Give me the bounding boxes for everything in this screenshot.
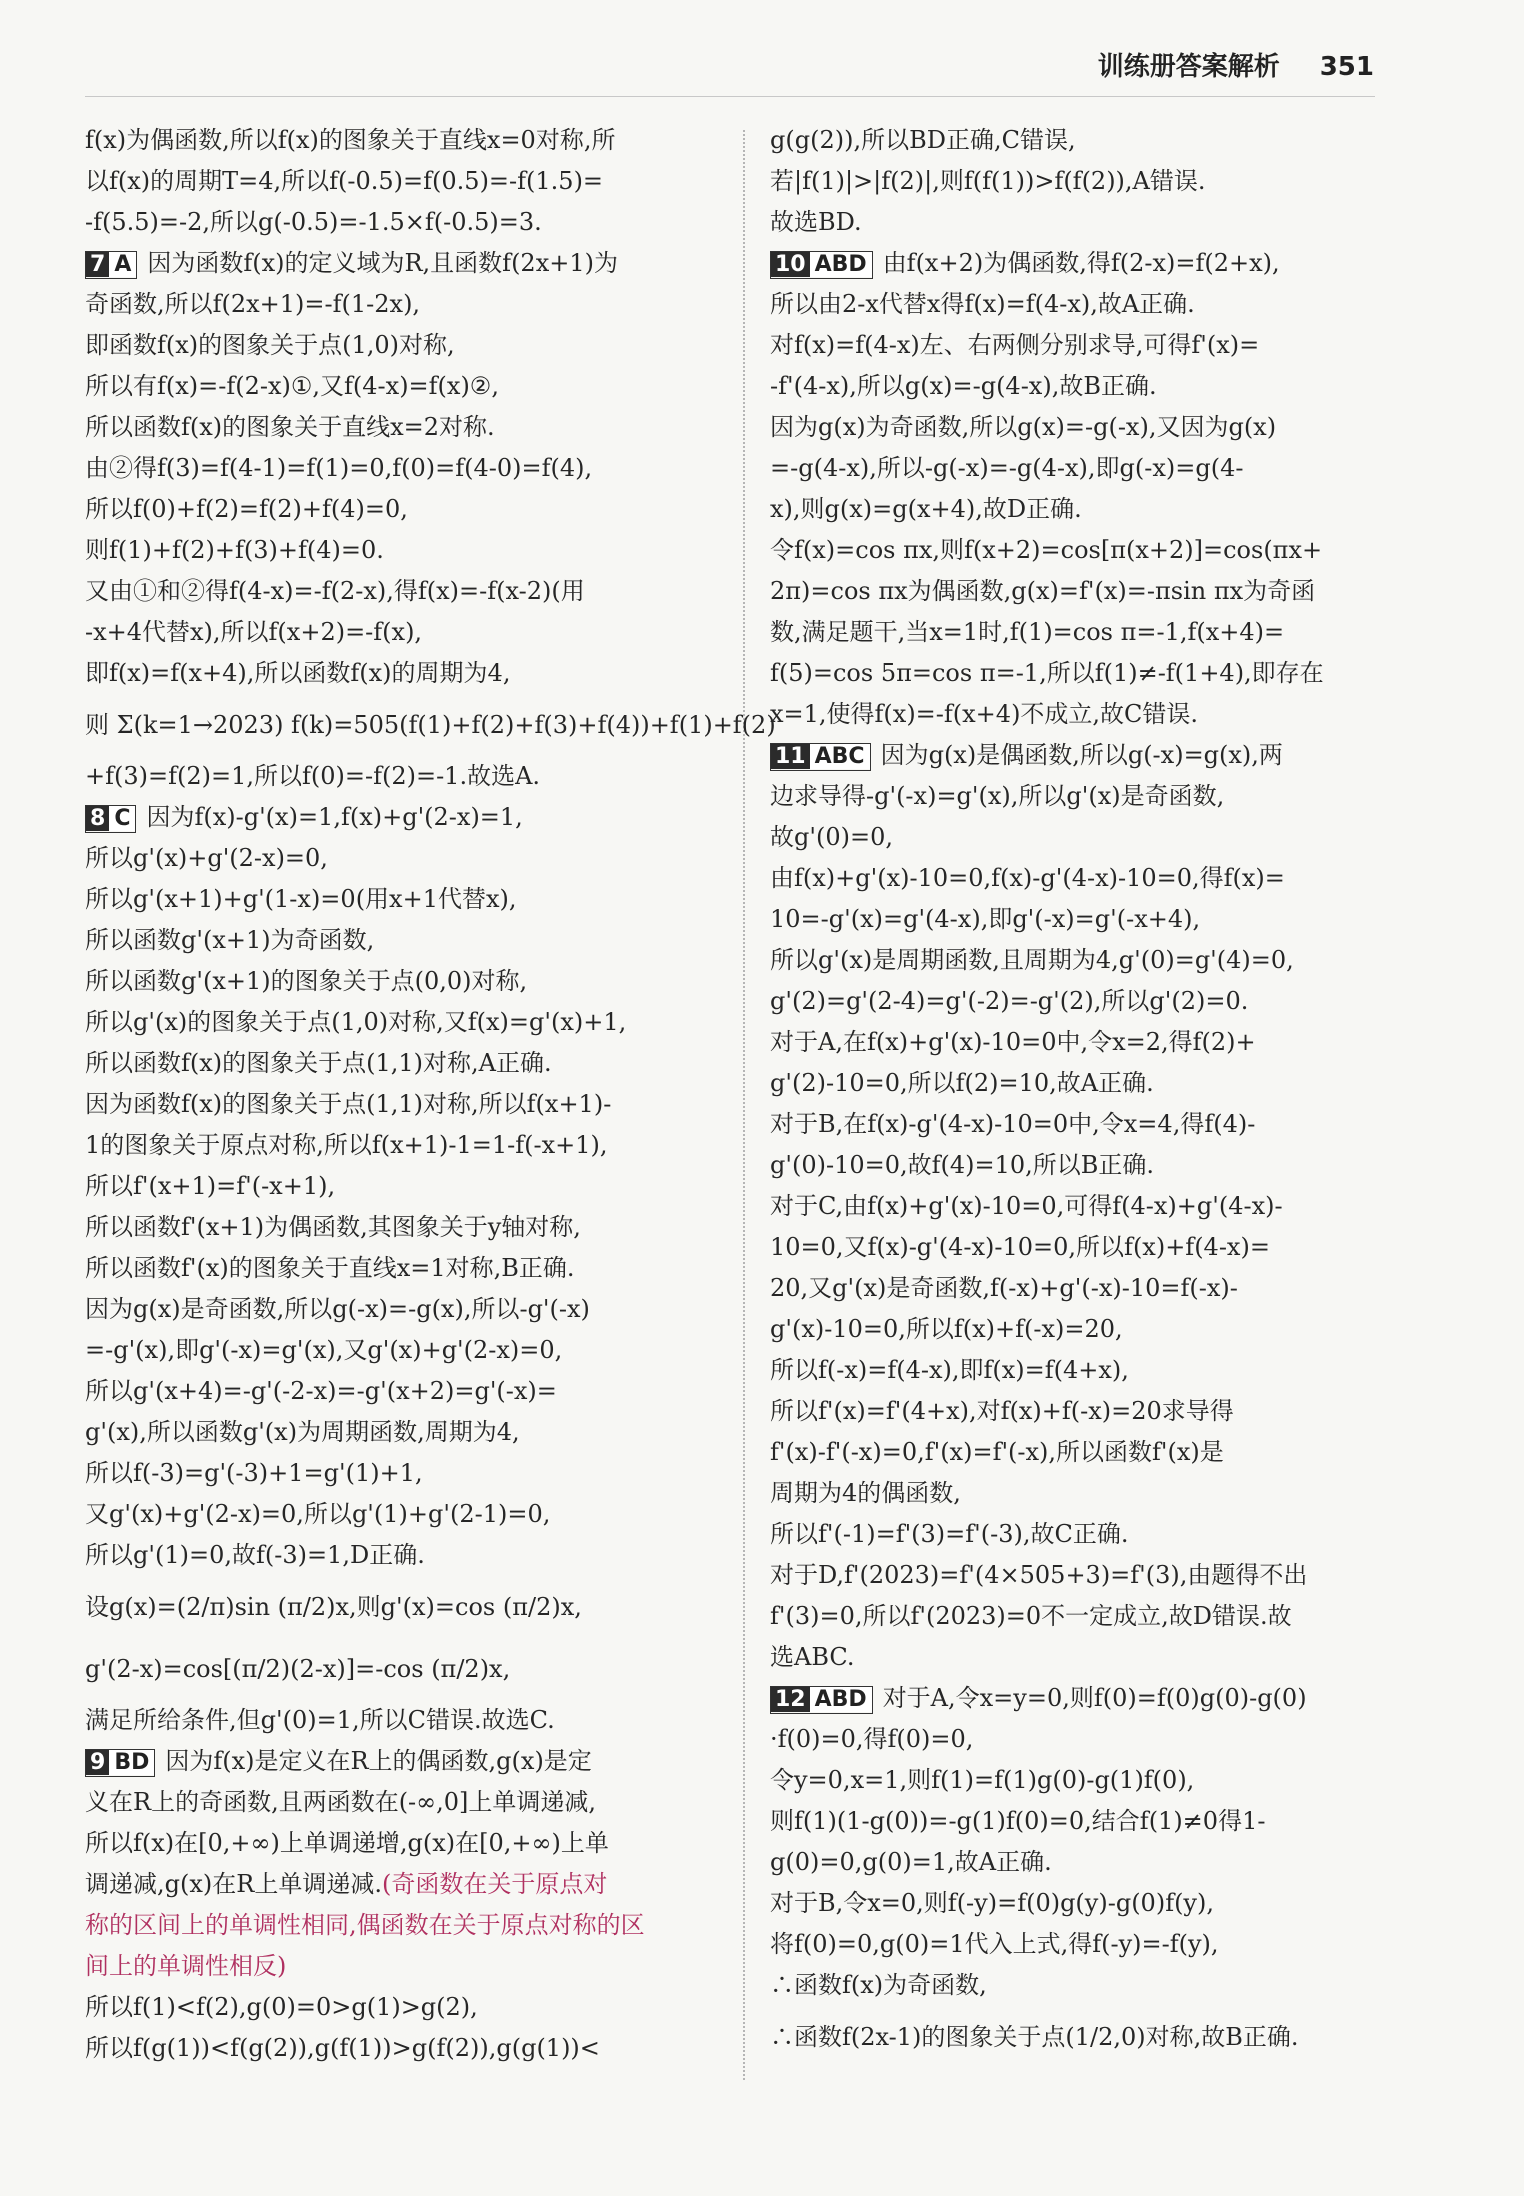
- column-divider: [743, 130, 745, 2080]
- text-line: 所以函数g'(x+1)的图象关于点(0,0)对称,: [85, 967, 528, 995]
- text-line: 由f(x+2)为偶函数,得f(2-x)=f(2+x),: [882, 249, 1280, 277]
- question-number: 10: [771, 252, 810, 277]
- question-number: 8: [86, 806, 109, 831]
- text-line: 所以函数f(x)的图象关于点(1,1)对称,A正确.: [85, 1049, 552, 1077]
- text-line: 对于B,令x=0,则f(-y)=f(0)g(y)-g(0)f(y),: [770, 1889, 1214, 1917]
- text-line: 所以函数f'(x+1)为偶函数,其图象关于y轴对称,: [85, 1213, 581, 1241]
- question-9-first-line: [85, 1741, 725, 1782]
- text-line: 所以f'(x+1)=f'(-x+1),: [85, 1172, 336, 1200]
- question-8-badge: [85, 805, 136, 833]
- text-line: g'(x)-10=0,所以f(x)+f(-x)=20,: [770, 1315, 1123, 1343]
- left-column: [85, 120, 776, 2069]
- question-12-first-line: [770, 1678, 1410, 1719]
- text-line: 故g'(0)=0,: [770, 823, 893, 851]
- text-line: 义在R上的奇函数,且两函数在(-∞,0]上单调递减,: [85, 1788, 597, 1816]
- text-line: 则f(1)(1-g(0))=-g(1)f(0)=0,结合f(1)≠0得1-: [770, 1807, 1266, 1835]
- text-line: 10=0,又f(x)-g'(4-x)-10=0,所以f(x)+f(4-x)=: [770, 1233, 1270, 1261]
- text-line: ∴函数f(x)为奇函数,: [770, 1971, 987, 1999]
- text-line: 所以f(-x)=f(4-x),即f(x)=f(4+x),: [770, 1356, 1129, 1384]
- question-number: 7: [86, 252, 109, 277]
- text-line: f(5)=cos 5π=cos π=-1,所以f(1)≠-f(1+4),即存在: [770, 659, 1324, 687]
- text-line: g'(2)-10=0,所以f(2)=10,故A正确.: [770, 1069, 1154, 1097]
- text-line: 所以函数f'(x)的图象关于直线x=1对称,B正确.: [85, 1254, 575, 1282]
- text-line: 对f(x)=f(4-x)左、右两侧分别求导,可得f'(x)=: [770, 331, 1260, 359]
- answer-label: A: [109, 252, 136, 277]
- text-line: 由②得f(3)=f(4-1)=f(1)=0,f(0)=f(4-0)=f(4),: [85, 454, 593, 482]
- text-line: 则f(1)+f(2)+f(3)+f(4)=0.: [85, 536, 384, 564]
- text-line: 即f(x)=f(x+4),所以函数f(x)的周期为4,: [85, 659, 511, 687]
- header-rule: [85, 96, 1375, 97]
- text-line: 因为函数f(x)的定义域为R,且函数f(2x+1)为: [147, 249, 618, 277]
- question-number: 11: [771, 744, 810, 769]
- question-7-badge: [85, 251, 137, 279]
- text-line: g'(0)-10=0,故f(4)=10,所以B正确.: [770, 1151, 1155, 1179]
- question-10-badge: [770, 251, 873, 279]
- text-line: 20,又g'(x)是奇函数,f(-x)+g'(-x)-10=f(-x)-: [770, 1274, 1238, 1302]
- question-number: 9: [86, 1750, 109, 1775]
- question-9-badge: [85, 1749, 155, 1777]
- text-line: 因为f(x)-g'(x)=1,f(x)+g'(2-x)=1,: [146, 803, 523, 831]
- question-number: 12: [771, 1687, 810, 1712]
- text-line: -f(5.5)=-2,所以g(-0.5)=-1.5×f(-0.5)=3.: [85, 208, 542, 236]
- running-title: 训练册答案解析: [1097, 52, 1280, 82]
- text-line: f(x)为偶函数,所以f(x)的图象关于直线x=0对称,所: [85, 126, 616, 154]
- text-line: 即函数f(x)的图象关于点(1,0)对称,: [85, 331, 455, 359]
- text-line: 选ABC.: [770, 1643, 855, 1671]
- formula-line: 设g(x)=(2/π)sin (π/2)x,则g'(x)=cos (π/2)x,: [85, 1593, 582, 1621]
- question-10-first-line: [770, 243, 1410, 284]
- text-line: 令f(x)=cos πx,则f(x+2)=cos[π(x+2)]=cos(πx+: [770, 536, 1323, 564]
- text-line: 所以f(1)<f(2),g(0)=0>g(1)>g(2),: [85, 1993, 478, 2021]
- text-line: 所以g'(x)是周期函数,且周期为4,g'(0)=g'(4)=0,: [770, 946, 1294, 974]
- answer-label: BD: [109, 1750, 154, 1775]
- text-line: 所以有f(x)=-f(2-x)①,又f(4-x)=f(x)②,: [85, 372, 499, 400]
- question-8-first-line: [85, 797, 725, 838]
- text-line: -x+4代替x),所以f(x+2)=-f(x),: [85, 618, 423, 646]
- text-line: 所以f(0)+f(2)=f(2)+f(4)=0,: [85, 495, 408, 523]
- text-line: 由f(x)+g'(x)-10=0,f(x)-g'(4-x)-10=0,得f(x)=: [770, 864, 1285, 892]
- text-line: 1的图象关于原点对称,所以f(x+1)-1=1-f(-x+1),: [85, 1131, 608, 1159]
- mixed-line: [85, 1864, 725, 1905]
- text-line: g'(2)=g'(2-4)=g'(-2)=-g'(2),所以g'(2)=0.: [770, 987, 1249, 1015]
- text-span: 调递减,g(x)在R上单调递减.: [85, 1870, 382, 1898]
- text-line: 所以f(x)在[0,+∞)上单调递增,g(x)在[0,+∞)上单: [85, 1829, 609, 1857]
- text-line: 对于D,f'(2023)=f'(4×505+3)=f'(3),由题得不出: [770, 1561, 1308, 1589]
- text-line: =-g(4-x),所以-g(-x)=-g(4-x),即g(-x)=g(4-: [770, 454, 1244, 482]
- text-line: 因为g(x)为奇函数,所以g(x)=-g(-x),又因为g(x): [770, 413, 1277, 441]
- text-line: +f(3)=f(2)=1,所以f(0)=-f(2)=-1.故选A.: [85, 762, 541, 790]
- text-line: 所以g'(x)的图象关于点(1,0)对称,又f(x)=g'(x)+1,: [85, 1008, 627, 1036]
- text-line: 满足所给条件,但g'(0)=1,所以C错误.故选C.: [85, 1706, 555, 1734]
- text-line: 所以g'(1)=0,故f(-3)=1,D正确.: [85, 1541, 425, 1569]
- text-line: 奇函数,所以f(2x+1)=-f(1-2x),: [85, 290, 421, 318]
- text-line: 对于B,在f(x)-g'(4-x)-10=0中,令x=4,得f(4)-: [770, 1110, 1256, 1138]
- text-line: g(g(2)),所以BD正确,C错误,: [770, 126, 1076, 154]
- text-line: 将f(0)=0,g(0)=1代入上式,得f(-y)=-f(y),: [770, 1930, 1219, 1958]
- text-line: 2π)=cos πx为偶函数,g(x)=f'(x)=-πsin πx为奇函: [770, 577, 1316, 605]
- summation-line: 则 Σ(k=1→2023) f(k)=505(f(1)+f(2)+f(3)+f(4))+f(1)+f(2): [85, 711, 776, 739]
- question-7-first-line: [85, 243, 725, 284]
- text-line: 所以函数g'(x+1)为奇函数,: [85, 926, 375, 954]
- text-line: g'(x),所以函数g'(x)为周期函数,周期为4,: [85, 1418, 520, 1446]
- text-line: 令y=0,x=1,则f(1)=f(1)g(0)-g(1)f(0),: [770, 1766, 1195, 1794]
- answer-label: ABC: [810, 744, 870, 769]
- text-line: 所以函数f(x)的图象关于直线x=2对称.: [85, 413, 495, 441]
- text-line: 对于C,由f(x)+g'(x)-10=0,可得f(4-x)+g'(4-x)-: [770, 1192, 1283, 1220]
- text-line: 对于A,在f(x)+g'(x)-10=0中,令x=2,得f(2)+: [770, 1028, 1256, 1056]
- text-line: 周期为4的偶函数,: [770, 1479, 961, 1507]
- text-line: 故选BD.: [770, 208, 862, 236]
- text-line: 所以f(-3)=g'(-3)+1=g'(1)+1,: [85, 1459, 423, 1487]
- text-line: 所以f(g(1))<f(g(2)),g(f(1))>g(f(2)),g(g(1))<: [85, 2034, 600, 2062]
- question-12-badge: [770, 1686, 873, 1714]
- text-line: 若|f(1)|>|f(2)|,则f(f(1))>f(f(2)),A错误.: [770, 167, 1206, 195]
- text-line: 所以由2-x代替x得f(x)=f(4-x),故A正确.: [770, 290, 1195, 318]
- annotation-note: (奇函数在关于原点对: [381, 1870, 608, 1898]
- right-column: [770, 120, 1410, 2068]
- annotation-note: 称的区间上的单调性相同,偶函数在关于原点对称的区: [85, 1911, 645, 1939]
- text-line: 对于A,令x=y=0,则f(0)=f(0)g(0)-g(0): [882, 1684, 1307, 1712]
- text-line: 边求导得-g'(-x)=g'(x),所以g'(x)是奇函数,: [770, 782, 1225, 810]
- text-line: x=1,使得f(x)=-f(x+4)不成立,故C错误.: [770, 700, 1199, 728]
- page-header: [1098, 46, 1374, 83]
- text-line: x),则g(x)=g(x+4),故D正确.: [770, 495, 1082, 523]
- annotation-note: 间上的单调性相反): [85, 1952, 287, 1980]
- text-line: 因为g(x)是偶函数,所以g(-x)=g(x),两: [880, 741, 1283, 769]
- formula-line: ∴函数f(2x-1)的图象关于点(1/2,0)对称,故B正确.: [770, 2023, 1299, 2051]
- formula-line: g'(2-x)=cos[(π/2)(2-x)]=-cos (π/2)x,: [85, 1655, 511, 1683]
- text-line: f'(x)-f'(-x)=0,f'(x)=f'(-x),所以函数f'(x)是: [770, 1438, 1224, 1466]
- page-number: 351: [1319, 52, 1374, 82]
- answer-label: ABD: [810, 1687, 872, 1712]
- text-line: g(0)=0,g(0)=1,故A正确.: [770, 1848, 1052, 1876]
- text-line: 所以f'(x)=f'(4+x),对f(x)+f(-x)=20求导得: [770, 1397, 1234, 1425]
- text-line: 所以g'(x+4)=-g'(-2-x)=-g'(x+2)=g'(-x)=: [85, 1377, 557, 1405]
- answer-label: C: [109, 806, 135, 831]
- text-line: 所以g'(x+1)+g'(1-x)=0(用x+1代替x),: [85, 885, 517, 913]
- text-line: 以f(x)的周期T=4,所以f(-0.5)=f(0.5)=-f(1.5)=: [85, 167, 604, 195]
- answer-label: ABD: [810, 252, 872, 277]
- text-line: 因为函数f(x)的图象关于点(1,1)对称,所以f(x+1)-: [85, 1090, 612, 1118]
- text-line: f'(3)=0,所以f'(2023)=0不一定成立,故D错误.故: [770, 1602, 1292, 1630]
- text-line: -f'(4-x),所以g(x)=-g(4-x),故B正确.: [770, 372, 1157, 400]
- text-line: 因为f(x)是定义在R上的偶函数,g(x)是定: [165, 1747, 592, 1775]
- text-line: 又g'(x)+g'(2-x)=0,所以g'(1)+g'(2-1)=0,: [85, 1500, 551, 1528]
- text-line: 因为g(x)是奇函数,所以g(-x)=-g(x),所以-g'(-x): [85, 1295, 590, 1323]
- text-line: 10=-g'(x)=g'(4-x),即g'(-x)=g'(-x+4),: [770, 905, 1201, 933]
- text-line: 所以g'(x)+g'(2-x)=0,: [85, 844, 328, 872]
- question-11-badge: [770, 743, 871, 771]
- text-line: 又由①和②得f(4-x)=-f(2-x),得f(x)=-f(x-2)(用: [85, 577, 585, 605]
- question-11-first-line: [770, 735, 1410, 776]
- text-line: =-g'(x),即g'(-x)=g'(x),又g'(x)+g'(2-x)=0,: [85, 1336, 563, 1364]
- text-line: 数,满足题干,当x=1时,f(1)=cos π=-1,f(x+4)=: [770, 618, 1285, 646]
- text-line: ·f(0)=0,得f(0)=0,: [770, 1725, 974, 1753]
- text-line: 所以f'(-1)=f'(3)=f'(-3),故C正确.: [770, 1520, 1129, 1548]
